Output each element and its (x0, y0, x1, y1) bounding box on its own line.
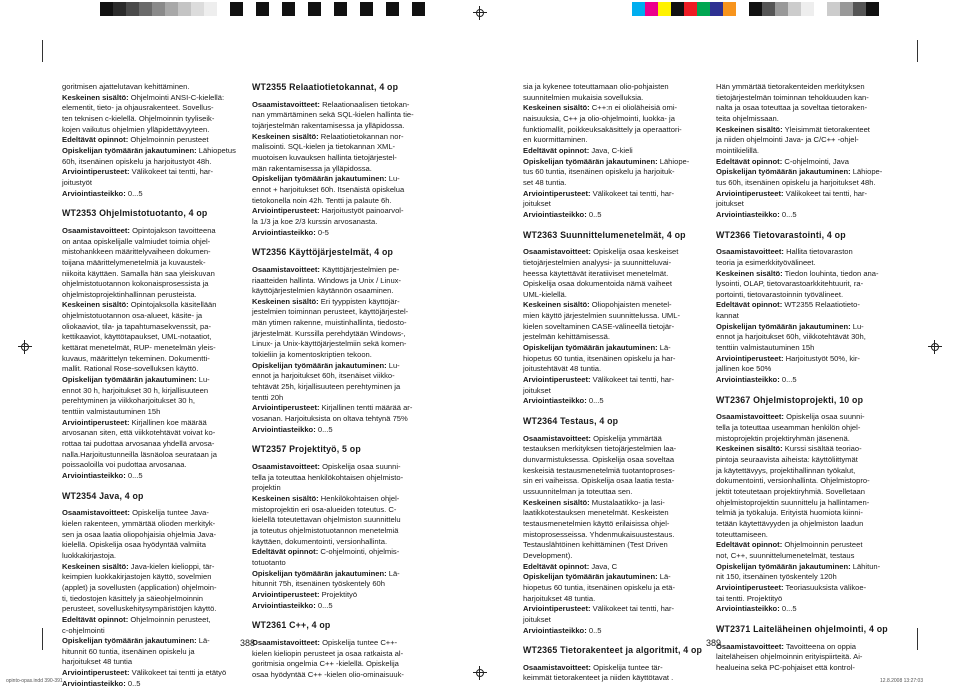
text-line: nalla.Harjoitustunneilla läsnäoloa seurataan ja (62, 449, 217, 459)
text-line: tenttiin valmistautuminen 15h (716, 343, 815, 353)
text-line: Osaamistavoitteet: Käyttöjärjestelmien pe- (252, 264, 400, 274)
text-line: Opiskelija osaa dokumentoida nämä vaiheet (523, 279, 673, 289)
color-swatch (100, 2, 113, 16)
text-line: harjoitukset 48 tuntia. (523, 593, 596, 603)
text-line: kielen soveltaminen CASE-välineellä tietojär- (523, 321, 675, 331)
text-line: tietojärjestelmien analyysi- ja suunnitteluvai- (523, 257, 672, 267)
color-swatch (645, 2, 658, 16)
color-swatch (412, 2, 425, 16)
text-line: Keskeinen sisältö: Kurssi sisältää teoriao- (716, 444, 862, 454)
text-line: jestelmän kehittämisessä. (523, 332, 610, 342)
text-line: kettikaaviot, käyttötapaukset, UML-notaatiot, (62, 332, 212, 342)
text-line: Opiskelijan työmäärän jakautuminen: Lu- (252, 360, 400, 370)
color-swatch (282, 2, 295, 16)
text-line: osaa hyödyntää C++ -kielen olio-ominaisuuk- (252, 669, 404, 679)
text-line: joitustyöt (62, 177, 92, 187)
text-line: toijana määrittelymenetelmiä ja kuvaustek- (62, 257, 206, 267)
text-line: Keskeinen sisältö: Tiedon louhinta, tiedon ana- (716, 268, 879, 278)
print-slug-timestamp: 12.8.2008 13:27:03 (880, 678, 924, 684)
text-line: on antaa opiskelijalle valmiudet toimia ohjel- (62, 236, 211, 246)
text-line: Arviointiasteikko: 0...5 (716, 604, 797, 614)
text-line: mallit. Rational Rose-sovelluksen käyttö. (62, 364, 199, 374)
text-line: projektin (252, 483, 281, 493)
text-line: Osaamistavoitteet: Tavoitteena on oppia (716, 641, 857, 651)
text-line: sin eri vaiheissa. Opiskelija osaa laatia testa- (523, 476, 675, 486)
text-line: perusteet, sovelluskehitysympäristöjen käyttö. (62, 604, 217, 614)
text-line: Opiskelijan työmäärän jakautuminen: Lu- (716, 321, 864, 331)
left-page-column-1 (62, 82, 243, 689)
text-line: Edeltävät opinnot: Ohjelmoinnin perusteet, (62, 614, 211, 624)
text-line: män rakentamisessa ja ylläpidossa. (252, 163, 372, 173)
text-line: tietojärjestelmän toiminnan tehokkuuden kan- (716, 92, 869, 102)
text-line: Edeltävät opinnot: C-ohjelmointi, ohjelmis- (252, 547, 400, 557)
text-line: Keskeinen sisältö: Oliopohjaisten menetel- (523, 300, 672, 310)
text-line: ja toteutus ohjelmistotuotannon menetelmiä (252, 525, 399, 535)
text-line: hitunnit 75h, itsenäinen työskentely 60h (252, 579, 385, 589)
text-line: mistohankkeen määrittelyvaiheen dokumen- (62, 247, 211, 257)
text-line: goritmisia ongelmia C++ -kielellä. Opiskelija (252, 659, 399, 669)
color-swatch (762, 2, 775, 16)
text-line: Opiskelijan työmäärän jakautuminen: Lähiope- (716, 167, 883, 177)
text-line: Osaamistavoitteet: Opiskelija tuntee tär- (523, 662, 663, 672)
text-line: sen ja osaa laatia oliopohjaisia ohjelmia Java- (62, 529, 217, 539)
text-line: kielen kieliopin perusteet ja osaa ratkaista al- (252, 648, 404, 658)
text-line: rottaa tai pudottaa arvosanaa yhdellä arvosa- (62, 439, 215, 448)
text-line: nit 150, itsenäinen työskentely 120h (716, 572, 837, 582)
text-line: dokumentointi, versionhallinta. Ohjelmistopro- (716, 476, 870, 486)
text-line: oliokaaviot, tila- ja tapahtumasekvenssit, pa- (62, 321, 211, 331)
left-page-column-2 (252, 82, 437, 680)
text-line: Arviointiasteikko: 0...5 (62, 188, 143, 198)
text-line: 60h, itsenäinen opiskelu ja harjoitustyöt 48h. (62, 156, 212, 166)
text-line: testausmenetelmien käyttö erilaisissa ohjel- (523, 518, 670, 528)
course-heading: WT2353 Ohjelmistotuotanto, 4 op (62, 208, 208, 219)
text-line: dunvarmistuksessa. Opiskelija osaa soveltaa (523, 455, 675, 464)
text-line: Keskeinen sisältö: Ohjelmointi ANSI-C-kielellä: (62, 92, 225, 102)
process-color-bar-right (632, 2, 892, 16)
text-line: Development). (523, 550, 573, 560)
text-line: funktiomallit, poikkeuksakäsittely ja operaattori- (523, 124, 682, 134)
text-line: Arviointiperusteet: Välikokeet tai tentti, har- (523, 188, 675, 198)
color-swatch (723, 2, 736, 16)
text-line: järjestelmät. Kurssilla perehdytään Windows-, (252, 328, 406, 338)
text-line: Opiskelijan työmäärän jakautuminen: Lä- (523, 343, 671, 353)
text-line: Arviointiperusteet: Välikokeet tai tentti, har- (523, 375, 675, 385)
text-line: tus 60 tuntia, itsenäinen opiskelu ja harjoituk- (523, 167, 675, 177)
text-line: nan ymmärtäminen sekä SQL-kielen hallinta tie- (252, 110, 414, 120)
text-line: laatikkotestauksen menetelmät. Keskeisten (523, 508, 669, 518)
text-line: joitukset (523, 385, 551, 395)
text-line: Osaamistavoitteet: Opiskelija tuntee C++- (252, 637, 398, 647)
text-line: tella ja toteuttaa henkilökohtaisen ohjelmisto- (252, 472, 404, 482)
color-swatch (697, 2, 710, 16)
color-swatch (269, 2, 282, 16)
text-line: Keskeinen sisältö: Relaatiotietokannan nor- (252, 131, 404, 141)
text-line: keimmät tietorakenteet ja niiden käyttötavat . (523, 673, 674, 683)
course-heading: WT2364 Testaus, 4 op (523, 416, 619, 427)
crop-mark (42, 40, 43, 62)
color-swatch (204, 2, 217, 16)
text-line: Osaamistavoitteet: Opiskelija osaa keskeiset (523, 247, 679, 257)
text-line: testauksen merkityksen tietojärjestelmien laa- (523, 444, 677, 454)
text-line: vosanan. Harjoituksista on oltava tehtynä 75% (252, 414, 408, 424)
text-line: goritmisen ajattelutavan kehittäminen. (62, 82, 190, 91)
color-swatch (814, 2, 827, 16)
text-line: healueina sekä PC-pohjaiset että kontrol- (716, 662, 855, 672)
text-line: Arviointiasteikko: 0...5 (62, 470, 143, 480)
text-line: Arviointiasteikko: 0-5 (252, 227, 329, 237)
text-line: suunnitelmien mukaisia sovelluksia. (523, 92, 644, 102)
text-line: Keskeinen sisältö: C++:n ei olioläheisiä omi- (523, 103, 678, 113)
text-line: ohjelmistotuotannon osa-alueet, käsite- ja (62, 311, 203, 321)
text-line: Osaamistavoitteet: Opiskelija ymmärtää (523, 433, 662, 443)
color-swatch (658, 2, 671, 16)
grayscale-color-bar-left (100, 2, 425, 16)
text-line: not, C++, suunnittelumenetelmät, testaus (716, 550, 855, 560)
text-line: tokieliin ja komentoskriptien tekoon. (252, 350, 372, 360)
text-line: heessa käytettävät iteratiiviset menetelmät. (523, 268, 669, 278)
text-line: mointikielillä. (716, 145, 760, 155)
color-swatch (308, 2, 321, 16)
color-swatch (256, 2, 269, 16)
color-swatch (749, 2, 762, 16)
text-line: perehtyminen ja viikkoharjoitukset 30 h, (62, 396, 195, 406)
text-line: Osaamistavoitteet: Relaationaalisen tietokan- (252, 99, 410, 109)
text-line: jestelmien toiminnan perusteet, käyttöjärjestel- (252, 307, 409, 317)
text-line: Arviointiperusteet: Kirjallinen tentti määrää ar- (252, 403, 413, 413)
text-line: kettärat menetelmät, RUP- menetelmän yleis- (62, 343, 216, 353)
text-line: UML-kielellä. (523, 289, 567, 299)
registration-mark-left-icon (18, 340, 32, 354)
text-line: ten teknisen c-kielellä. Ohjelmoinnin tyyliseik- (62, 113, 215, 123)
text-line: kojen vaikutus ohjelmien ylläpidettävyyteen. (62, 124, 210, 134)
color-swatch (113, 2, 126, 16)
text-line: portointi, tietovarastoinnin työvälineet. (716, 289, 844, 299)
text-line: tetään käytettävyyden ja ohjelmiston laadun (716, 518, 864, 528)
color-swatch (347, 2, 360, 16)
text-line: Arviointiperusteet: Projektityö (252, 589, 358, 599)
text-line: elementit, tieto- ja ohjausrakenteet. Sovellus- (62, 103, 214, 113)
text-line: sia ja kykenee toteuttamaan olio-pohjaisten (523, 82, 669, 91)
course-heading: WT2355 Relaatiotietokannat, 4 op (252, 82, 399, 92)
text-line: Edeltävät opinnot: Ohjelmoinnin perusteet (716, 540, 863, 550)
text-line: Arviointiasteikko: 0...5 (252, 600, 333, 610)
print-slug-filename: opinto-opas.indd 390-391 (6, 678, 63, 684)
course-heading: WT2371 Laiteläheinen ohjelmointi, 4 op (716, 623, 888, 634)
text-line: naisuuksia, C++ ja olio-ohjelmointi, luokka- ja (523, 113, 675, 123)
course-heading: WT2365 Tietorakenteet ja algoritmit, 4 op (523, 645, 703, 656)
course-heading: WT2367 Ohjelmistoprojekti, 10 op (716, 394, 864, 405)
text-line: Arviointiasteikko: 0..5 (62, 678, 141, 688)
text-line: Arviointiperusteet: Teoriasuuksista välikoe- (716, 582, 867, 592)
text-line: käyttäen, dokumentointi, versionhallinta. (252, 536, 388, 546)
text-line: muotoisen kuvauksen hallinta tietojärjestel- (252, 152, 397, 162)
color-swatch (139, 2, 152, 16)
text-line: laiteläheisen ohjelmoinnin erityispiirteitä. Ai- (716, 652, 863, 662)
text-line: toteuttamiseen. (716, 529, 768, 539)
crop-mark (917, 628, 918, 650)
text-line: ennot 30 h, harjoitukset 30 h, kirjallisuuteen (62, 385, 209, 395)
text-line: tojärjestelmän rakentamisessa ja ylläpidossa. (252, 120, 405, 130)
text-line: Arviointiperusteet: Välikokeet tai tentti ja etätyö (62, 668, 227, 678)
text-line: niikoita käyttäen. Samalla hän saa yleiskuvan (62, 268, 215, 278)
text-line: Edeltävät opinnot: Ohjelmoinnin perusteet (62, 135, 209, 145)
text-line: ussuunnitelman ja toteuttaa sen. (523, 486, 633, 496)
color-swatch (334, 2, 347, 16)
color-swatch (230, 2, 243, 16)
text-line: en kuormittaminen. (523, 135, 588, 145)
text-line: ja käytettävyys, projektihallinnan työkalut, (716, 465, 856, 475)
text-line: ennot ja harjoitukset 60h, viikkotehtävät 30h, (716, 332, 866, 342)
text-line: Osaamistavoitteet: Opiskelija osaa suunni- (252, 462, 401, 471)
text-line: kielellä. Opiskelija osaa hyödyntää valmiita (62, 540, 206, 550)
text-line: kuvaus, määrittelyn tekeminen. Dokumentti- (62, 353, 210, 363)
color-swatch (788, 2, 801, 16)
text-line: Edeltävät opinnot: WT2355 Relaatiotieto- (716, 300, 860, 310)
text-line: Arviointiperusteet: Välikokeet tai tentti, har- (523, 604, 675, 614)
text-line: Linux- ja Unix-käyttöjärjestelmiin sekä komen- (252, 339, 407, 349)
text-line: (applet) ja sovellusten (application) ohjelmoin- (62, 582, 217, 592)
registration-mark-bottom-icon (473, 666, 487, 680)
color-swatch (126, 2, 139, 16)
text-line: c-ohjelmointi (62, 625, 105, 635)
text-line: hitunnit 60 tuntia, itsenäinen opiskelu ja (62, 646, 195, 656)
text-line: Osaamistavoitteet: Hallita tietovaraston (716, 247, 853, 257)
text-line: hiopetus 60 tuntia, itsenäinen opiskelu ja har- (523, 353, 676, 363)
text-line: tentti 20h (252, 392, 284, 402)
color-swatch (373, 2, 386, 16)
text-line: tietokonella noin 42h. Tentti ja palaute 6h. (252, 195, 392, 205)
text-line: Arviointiperusteet: Harjoitustyöt 50%, kir- (716, 353, 860, 363)
color-swatch (736, 2, 749, 16)
color-swatch (840, 2, 853, 16)
text-line: Arviointiperusteet: Välikokeet tai tentti, har- (716, 188, 868, 198)
text-line: joitukset (716, 199, 744, 209)
text-line: la 1/3 ja koe 2/3 kurssin arvosanasta. (252, 216, 378, 226)
color-swatch (152, 2, 165, 16)
text-line: Opiskelijan työmäärän jakautuminen: Lähiopetus (62, 145, 236, 155)
text-line: Arviointiasteikko: 0...5 (252, 424, 333, 434)
text-line: mien käyttö järjestelmien suunnittelussa. UML- (523, 311, 681, 321)
color-swatch (710, 2, 723, 16)
text-line: luokkakirjastoja. (62, 550, 117, 560)
course-heading: WT2354 Java, 4 op (62, 490, 144, 501)
text-line: totuotanto (252, 557, 286, 567)
color-swatch (827, 2, 840, 16)
color-swatch (217, 2, 230, 16)
text-line: Edeltävät opinnot: Java, C (523, 561, 618, 571)
color-swatch (801, 2, 814, 16)
crop-mark (42, 628, 43, 650)
color-swatch (321, 2, 334, 16)
text-line: Opiskelijan työmäärän jakautuminen: Lähitun- (716, 561, 881, 571)
color-swatch (671, 2, 684, 16)
text-line: riaatteiden hallinta. Windows ja Unix / Linux- (252, 275, 401, 285)
text-line: Opiskelijan työmäärän jakautuminen: Lähiope- (523, 156, 690, 166)
color-swatch (191, 2, 204, 16)
text-line: harjoitukset 48 tuntia (62, 657, 133, 667)
text-line: mistoprojektin projektiryhmän jäsenenä. (716, 433, 850, 443)
text-line: Osaamistavoitteet: Opiskelija tuntee Java- (62, 508, 209, 518)
color-swatch (386, 2, 399, 16)
text-line: arvosanan siten, että viikkotehtävät voivat ko- (62, 428, 216, 438)
text-line: tenttiin valmistautuminen 15h (62, 407, 161, 417)
text-line: Arviointiasteikko: 0..5 (523, 209, 602, 219)
text-line: kielen rakenteen, ymmärtää olioden merkityk- (62, 518, 216, 528)
registration-mark-right-icon (928, 340, 942, 354)
text-line: keskeisiä testausmenetelmiä tuotantoproses- (523, 465, 675, 475)
text-line: tai tentti. Projektityö (716, 593, 783, 603)
right-page-column-1 (523, 82, 710, 684)
registration-mark-top-icon (473, 6, 487, 20)
color-swatch (360, 2, 373, 16)
text-line: kielellä toteutettavan ohjelmiston suunnittelu (252, 515, 401, 525)
text-line: Arviointiasteikko: 0..5 (523, 625, 602, 635)
text-line: pintoja seuraavista aiheista: käyttöliittymät (716, 455, 858, 464)
color-swatch (866, 2, 879, 16)
crop-mark (917, 40, 918, 62)
text-line: Opiskelijan työmäärän jakautuminen: Lä- (62, 636, 210, 646)
text-line: ohjelmistotuotannon kokonaisprosessista ja (62, 279, 209, 289)
course-heading: WT2357 Projektityö, 5 op (252, 444, 361, 455)
text-line: set 48 tuntia. (523, 177, 567, 187)
course-heading: WT2366 Tietovarastointi, 4 op (716, 229, 846, 240)
text-line: ti, tiedostojen käsittely ja säieohjelmoinnin (62, 593, 203, 603)
text-line: kannat (716, 311, 739, 321)
text-line: män ytimen rakenne, muistinhallinta, tiedosto- (252, 318, 407, 328)
color-swatch (632, 2, 645, 16)
text-line: joitustehtävät 48 tuntia. (523, 364, 602, 374)
text-line: hiopetus 60 tuntia, itsenäinen opiskelu ja etä- (523, 582, 675, 592)
page-number-left: 388 (240, 638, 256, 648)
text-line: Keskeinen sisältö: Opintojaksolla käsitellään (62, 300, 217, 310)
text-line: joitukset (523, 199, 551, 209)
text-line: ohjelmistoprojektin suunnittelu ja hallintamen- (716, 497, 870, 507)
text-line: telmiä ja työkaluja. Erityistä huomiota kiinni- (716, 508, 863, 518)
text-line: jallinen koe 50% (716, 364, 772, 374)
text-line: ennot + harjoitukset 60h. Itsenäistä opiskelua (252, 184, 405, 194)
text-line: Edeltävät opinnot: Java, C-kieli (523, 145, 633, 155)
text-line: Keskeinen sisältö: Eri tyyppisten käyttöjär- (252, 296, 400, 306)
text-line: Arviointiperusteet: Harjoitustyöt painoarvol- (252, 206, 404, 216)
color-swatch (243, 2, 256, 16)
right-page-column-2 (716, 82, 901, 673)
text-line: Arviointiperusteet: Kirjallinen koe määrää (62, 417, 207, 427)
text-line: teita ohjelmissaan. (716, 113, 779, 123)
text-line: ohjelmistoprojektinhallinnan perusteista. (62, 289, 197, 299)
text-line: Opiskelijan työmäärän jakautuminen: Lu- (62, 375, 210, 385)
text-line: tella ja toteuttaa useamman henkilön ohjel- (716, 423, 861, 433)
text-line: poissaoloilla voi pudottaa arvosanaa. (62, 460, 187, 470)
text-line: Osaamistavoitteet: Opiskelija osaa suunni- (716, 412, 865, 422)
text-line: mistoprojektin eri osa-alueiden toteutus. C- (252, 504, 397, 514)
text-line: keimpien luokkakirjastojen käyttö, sovelmien (62, 572, 212, 582)
text-line: Keskeinen sisältö: Henkilökohtaisen ohjel- (252, 493, 400, 503)
text-line: jektit toteutetaan projektiryhmiä. Sovelletaan (716, 486, 866, 496)
text-line: tus 60h, itsenäinen opiskelu ja harjoitukset 48h. (716, 177, 876, 187)
text-line: nalta ja osaa toteuttaa ja soveltaa tietoraken- (716, 103, 868, 113)
text-line: Keskeinen sisältö: Mustalaatikko- ja lasi- (523, 497, 665, 507)
text-line: malisointi. SQL-kielen ja tietokannan XML- (252, 142, 396, 152)
color-swatch (853, 2, 866, 16)
text-line: Opiskelijan työmäärän jakautuminen: Lä- (523, 572, 671, 582)
text-line: Opiskelijan työmäärän jakautuminen: Lu- (252, 174, 400, 184)
text-line: Arviointiasteikko: 0...5 (716, 209, 797, 219)
text-line: tehtävät 25h, kirjallisuuteen perehtyminen ja (252, 382, 401, 392)
color-swatch (178, 2, 191, 16)
text-line: Arviointiasteikko: 0...5 (716, 375, 797, 385)
text-line: Opiskelijan työmäärän jakautuminen: Lä- (252, 568, 400, 578)
text-line: Edeltävät opinnot: C-ohjelmointi, Java (716, 156, 849, 166)
text-line: Osaamistavoitteet: Opintojakson tavoitteena (62, 225, 216, 235)
text-line: Keskeinen sisältö: Java-kielen kielioppi, tär- (62, 561, 215, 571)
text-line: Keskeinen sisältö: Yleisimmät tietorakenteet (716, 124, 870, 134)
text-line: joitukset (523, 614, 551, 624)
page-number-right: 389 (706, 638, 722, 648)
color-swatch (295, 2, 308, 16)
course-heading: WT2363 Suunnittelumenetelmät, 4 op (523, 229, 686, 240)
text-line: Arviointiperusteet: Välikokeet tai tentti, har- (62, 167, 214, 177)
color-swatch (684, 2, 697, 16)
text-line: Arviointiasteikko: 0...5 (523, 396, 604, 406)
course-heading: WT2356 Käyttöjärjestelmät, 4 op (252, 247, 394, 258)
text-line: lysointi, OLAP, tietovarastoarkkitehtuurit, ra- (716, 279, 864, 289)
text-line: ja niiden ohjelmointi Java- ja C/C++ -ohjel- (716, 135, 859, 145)
color-swatch (165, 2, 178, 16)
color-swatch (399, 2, 412, 16)
text-line: teoria ja esimerkkityövälineet. (716, 257, 816, 267)
text-line: Testauslähtöinen kehittäminen (Test Driven (523, 540, 668, 550)
color-swatch (775, 2, 788, 16)
text-line: mistoprosesseissa. Yhdenmukaisuustestaus. (523, 529, 675, 539)
text-line: käyttöjärjestelmien käytännön osaaminen. (252, 286, 394, 296)
text-line: Hän ymmärtää tietorakenteiden merkityksen (716, 82, 865, 91)
course-heading: WT2361 C++, 4 op (252, 620, 331, 631)
text-line: ennot ja harjoitukset 60h, itsenäiset viikko- (252, 371, 395, 381)
color-swatch (879, 2, 892, 16)
